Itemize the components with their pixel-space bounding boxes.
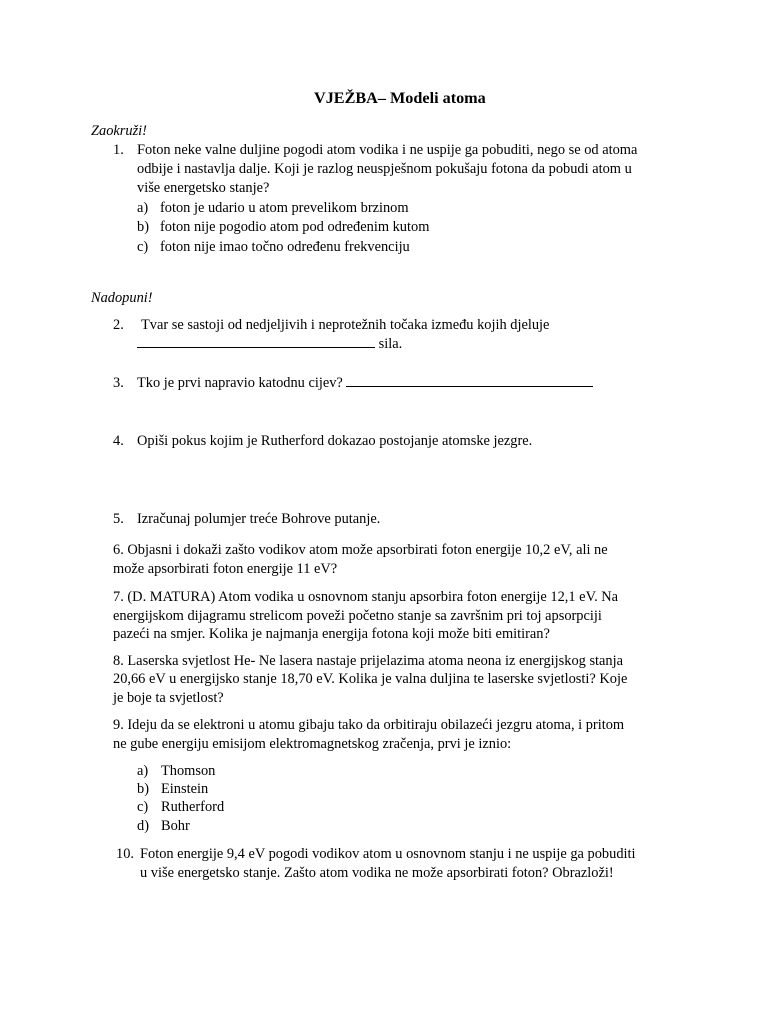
question-text-line: 7. (D. MATURA) Atom vodika u osnovnom stanju apsorbira foton energije 12,1 eV. Na (113, 589, 619, 605)
answer-blank-row (137, 335, 402, 354)
option-letter[interactable]: a) (137, 763, 149, 779)
option-text[interactable]: Bohr (161, 818, 190, 834)
question-text-line: ne gube energiju emisijom elektromagnetskog zračenja, prvi je iznio: (113, 736, 512, 752)
question-text-line: 8. Laserska svjetlost He- Ne lasera nastaje prijelazima atoma neona iz energijskog stanja (113, 653, 624, 669)
question-text-line: Foton neke valne duljine pogodi atom vodika i ne uspije ga pobuditi, nego se od atoma (137, 142, 638, 158)
question-text-line: u više energetsko stanje. Zašto atom vodika ne može apsorbirati foton? Obrazloži! (140, 865, 614, 881)
question-number: 3. (113, 375, 124, 391)
question-text-line: je boje ta svjetlost? (113, 690, 224, 706)
question-text-line: Tvar se sastoji od nedjeljivih i neprotežnih točaka između kojih djeluje (141, 317, 550, 333)
question-text-line: pazeći na smjer. Kolika je najmanja energija fotona koji može biti emitiran? (113, 626, 550, 642)
question-text-line: energijskom dijagramu strelicom poveži početno stanje sa završnim pri toj apsorpciji (113, 608, 602, 624)
question-text-line: 20,66 eV u energijsko stanje 18,70 eV. Kolika je valna duljina te laserske svjetlosti? Koje (113, 671, 628, 687)
option-text[interactable]: foton je udario u atom prevelikom brzinom (160, 200, 409, 216)
option-text[interactable]: Einstein (161, 781, 209, 797)
question-number: 1. (113, 142, 124, 158)
section-label-fill: Nadopuni! (91, 290, 153, 306)
option-text[interactable]: Rutherford (161, 799, 225, 815)
question-text: Tko je prvi napravio katodnu cijev? (137, 375, 343, 391)
question-number: 4. (113, 433, 124, 449)
question-text: Opiši pokus kojim je Rutherford dokazao postojanje atomske jezgre. (137, 433, 533, 449)
option-letter[interactable]: d) (137, 818, 149, 834)
option-text[interactable]: Thomson (161, 763, 216, 779)
question-text-line: Foton energije 9,4 eV pogodi vodikov atom u osnovnom stanju i ne uspije ga pobuditi (140, 846, 636, 862)
question-text: Izračunaj polumjer treće Bohrove putanje. (137, 511, 381, 527)
question-suffix: sila. (378, 336, 403, 352)
option-letter[interactable]: c) (137, 239, 149, 255)
option-letter[interactable]: b) (137, 781, 149, 797)
option-letter[interactable]: a) (137, 200, 149, 216)
option-text[interactable]: foton nije imao točno određenu frekvenciju (160, 239, 410, 255)
option-text[interactable]: foton nije pogodio atom pod određenim kutom (160, 219, 430, 235)
question-text-line: više energetsko stanje? (137, 180, 270, 196)
answer-row (137, 374, 593, 393)
question-text-line: može apsorbirati foton energije 11 eV? (113, 561, 338, 577)
answer-blank[interactable] (137, 335, 375, 348)
page-title: VJEŽBA– Modeli atoma (314, 89, 486, 107)
section-label-circle: Zaokruži! (91, 123, 147, 139)
question-text-line: 6. Objasni i dokaži zašto vodikov atom može apsorbirati foton energije 10,2 eV, ali ne (113, 542, 608, 558)
option-letter[interactable]: c) (137, 799, 149, 815)
question-text-line: odbije i nastavlja dalje. Koji je razlog neuspješnom pokušaju fotona da pobudi atom u (137, 161, 632, 177)
question-number: 10. (116, 846, 134, 862)
question-number: 5. (113, 511, 124, 527)
question-text-line: 9. Ideju da se elektroni u atomu gibaju tako da orbitiraju obilazeći jezgru atoma, i pritom (113, 717, 625, 733)
question-number: 2. (113, 317, 124, 333)
answer-blank[interactable] (346, 374, 593, 387)
option-letter[interactable]: b) (137, 219, 149, 235)
